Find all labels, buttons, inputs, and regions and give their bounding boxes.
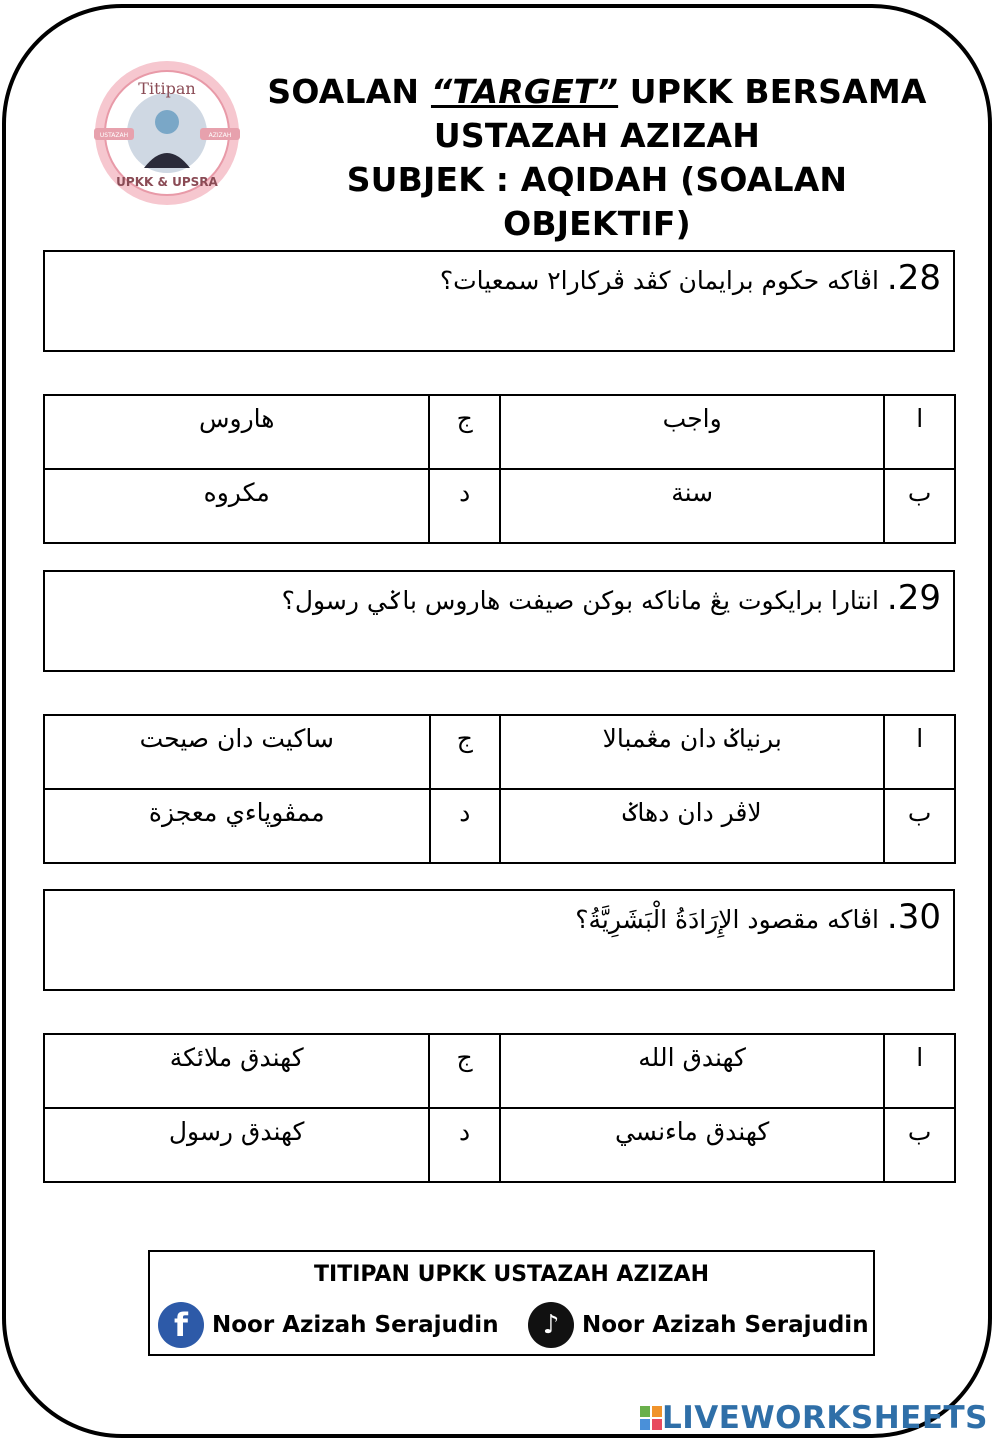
question-text: اڤاکه حکوم برايمان کڤد ڤرکارا٢ سمعيات؟ (439, 266, 879, 295)
option-c-label: ج (429, 1034, 500, 1108)
question-30-options (43, 1033, 956, 1183)
option-a-label: ا (884, 395, 955, 469)
svg-text:USTAZAH: USTAZAH (99, 132, 129, 139)
facebook-name: Noor Azizah Serajudin (212, 1312, 499, 1338)
worksheet-header (262, 70, 932, 246)
question-29-options (43, 714, 956, 864)
question-number: 29. (886, 578, 941, 618)
tiktok-link[interactable] (528, 1302, 869, 1348)
question-text: اڤاکه مقصود الإِرَادَةُ الْبَشَرِيَّةُ؟ (575, 905, 879, 934)
header-line-2: USTAZAH AZIZAH (433, 116, 761, 155)
option-a-text[interactable]: کهندق الله (500, 1034, 884, 1108)
option-c-text[interactable]: ساکيت دان صيحت (44, 715, 430, 789)
option-b-text[interactable]: لاڤر دان دهاݢ (500, 789, 884, 863)
option-b-label: ب (884, 469, 955, 543)
question-number: 28. (886, 258, 941, 298)
watermark-text: LIVEWORKSHEETS (662, 1400, 988, 1436)
tiktok-icon: ♪ (528, 1302, 574, 1348)
option-b-label: ب (884, 1108, 955, 1182)
svg-text:Titipan: Titipan (138, 79, 196, 98)
option-a-label: ا (884, 1034, 955, 1108)
question-number: 30. (886, 897, 941, 937)
question-28-options (43, 394, 956, 544)
liveworksheets-icon (640, 1406, 662, 1430)
header-line-1: SOALAN “TARGET” UPKK BERSAMA (267, 72, 927, 111)
tiktok-name: Noor Azizah Serajudin (582, 1312, 869, 1338)
option-a-text[interactable]: برنياݢ دان مڠمبالا (500, 715, 884, 789)
question-28-box (43, 250, 955, 352)
liveworksheets-watermark[interactable] (640, 1400, 988, 1436)
option-a-text[interactable]: واجب (500, 395, 884, 469)
facebook-link[interactable] (158, 1302, 499, 1348)
option-a-label: ا (884, 715, 955, 789)
footer-box (148, 1250, 875, 1356)
option-d-label: د (429, 469, 500, 543)
footer-title: TITIPAN UPKK USTAZAH AZIZAH (314, 1262, 709, 1287)
option-d-text[interactable]: ممڤوڽاءي معجزة (44, 789, 430, 863)
option-d-text[interactable]: کهندق رسول (44, 1108, 429, 1182)
svg-text:UPKK & UPSRA: UPKK & UPSRA (116, 175, 218, 189)
option-b-text[interactable]: کهندق ماءنسي (500, 1108, 884, 1182)
option-c-text[interactable]: هاروس (44, 395, 429, 469)
question-30-box (43, 889, 955, 991)
option-b-label: ب (884, 789, 955, 863)
option-c-text[interactable]: کهندق ملائکة (44, 1034, 429, 1108)
question-29-box (43, 570, 955, 672)
option-b-text[interactable]: سنة (500, 469, 884, 543)
question-text: انتارا برايکوت يڠ ماناکه بوکن صيفت هاروس باݢي رسول؟ (281, 586, 879, 615)
option-d-label: د (429, 1108, 500, 1182)
facebook-icon: f (158, 1302, 204, 1348)
svg-text:AZIZAH: AZIZAH (208, 132, 232, 139)
option-c-label: ج (430, 715, 501, 789)
option-d-label: د (430, 789, 501, 863)
titipan-logo (92, 58, 242, 208)
option-d-text[interactable]: مکروه (44, 469, 429, 543)
header-line-3: SUBJEK : AQIDAH (SOALAN OBJEKTIF) (346, 160, 848, 243)
option-c-label: ج (429, 395, 500, 469)
